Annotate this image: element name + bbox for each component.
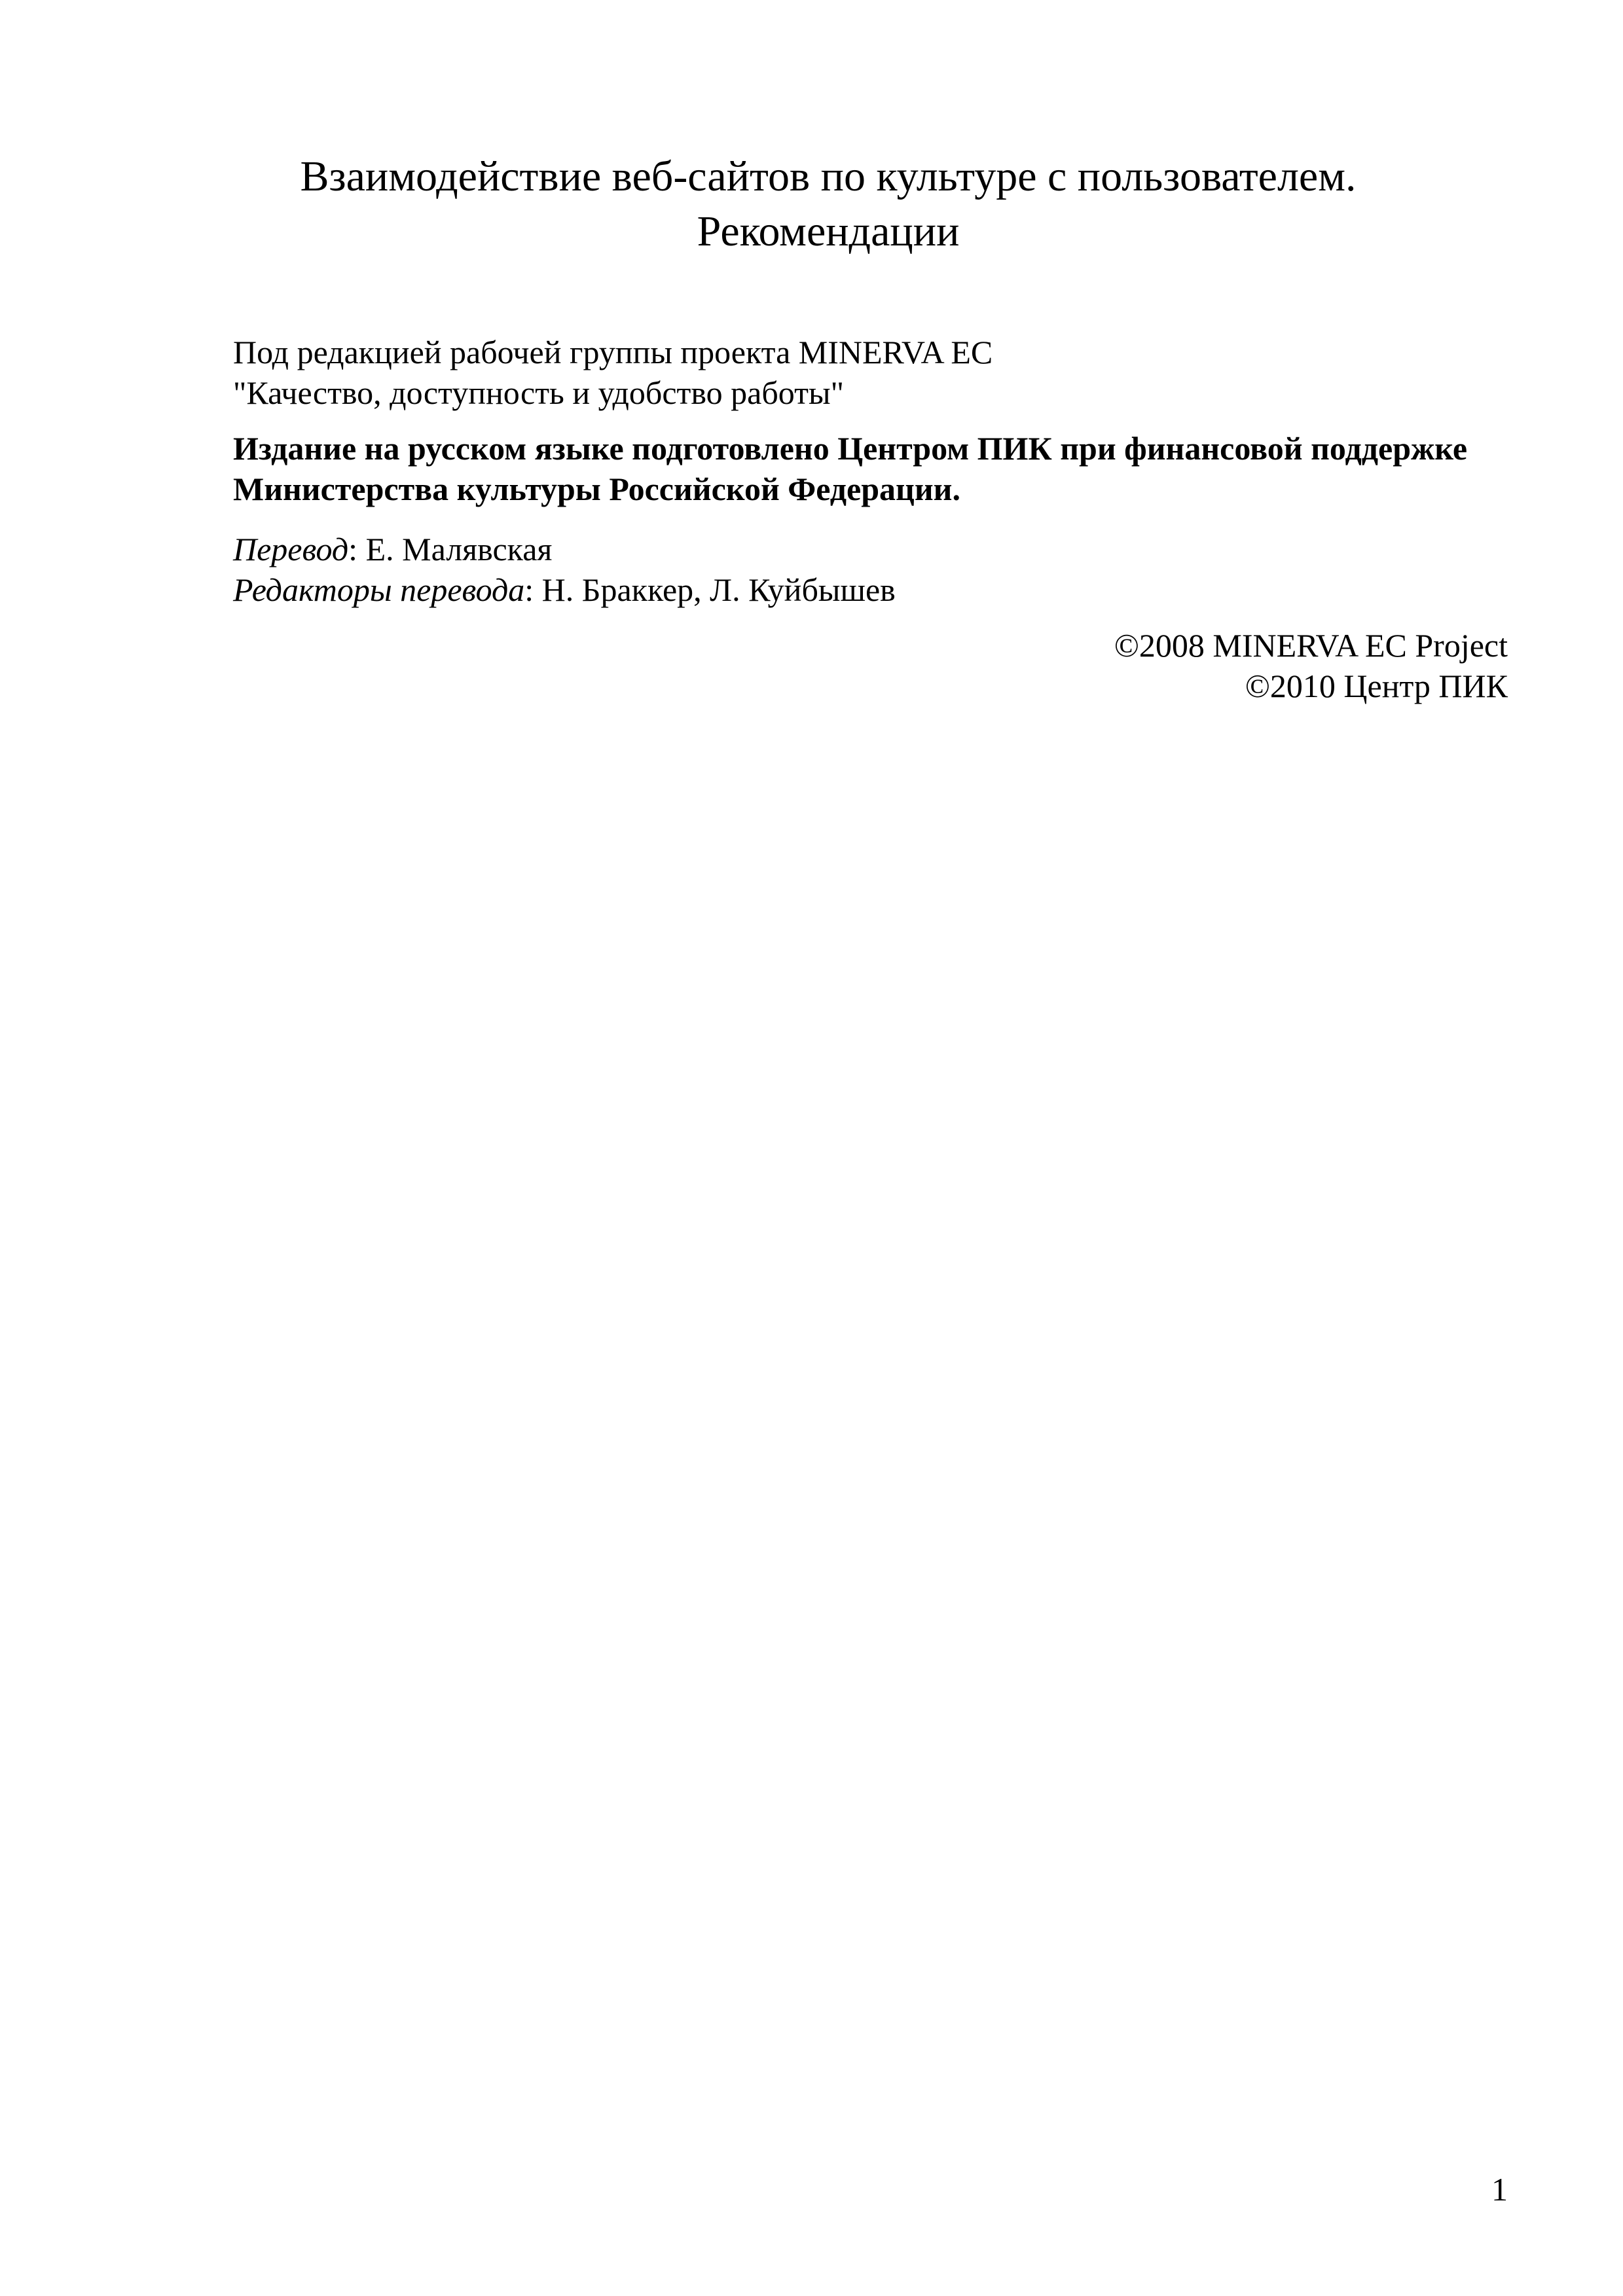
editorial-group-note xyxy=(233,332,993,413)
copyright-line-2: ©2010 Центр ПИК xyxy=(1245,668,1508,704)
title-line-2: Рекомендации xyxy=(697,207,960,255)
document-title xyxy=(196,149,1460,259)
editors-line-2: "Качество, доступность и удобство работы" xyxy=(233,374,844,411)
edition-line-2: Министерства культуры Российской Федерации. xyxy=(233,471,960,507)
editors-line-1: Под редакцией рабочей группы проекта MINERVA EC xyxy=(233,334,993,370)
translation-role: Перевод xyxy=(233,531,349,567)
edition-line-1: Издание на русском языке подготовлено Центром ПИК при финансовой поддержке xyxy=(233,430,1468,467)
translation-editors-role: Редакторы перевода xyxy=(233,571,525,608)
translation-editors-credit xyxy=(233,569,896,610)
edition-note xyxy=(233,428,1467,509)
title-line-1: Взаимодействие веб-сайтов по культуре с пользователем. xyxy=(300,152,1357,200)
page-number: 1 xyxy=(1491,2171,1508,2208)
translation-credit xyxy=(233,529,896,569)
translation-editors-names: : Н. Браккер, Л. Куйбышев xyxy=(524,571,896,608)
copyright-line-1: ©2008 MINERVA EC Project xyxy=(1114,627,1508,664)
translation-credits xyxy=(233,529,896,610)
translator-name: : Е. Малявская xyxy=(348,531,553,567)
copyright-block xyxy=(1114,625,1508,706)
